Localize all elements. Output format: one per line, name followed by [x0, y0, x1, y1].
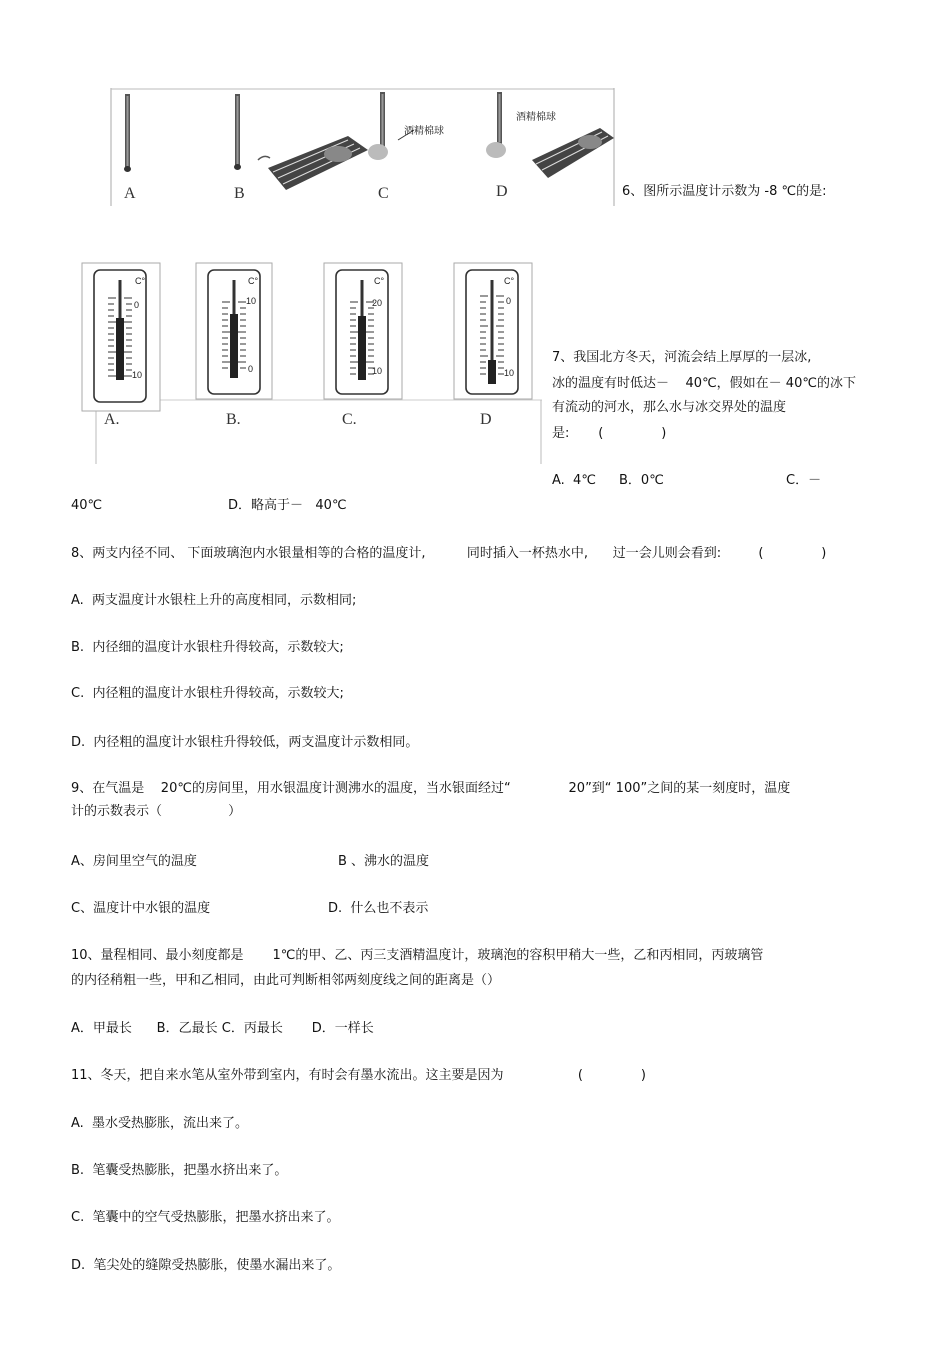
thermometer-panel-a	[82, 263, 160, 411]
q9-option-a: A、房间里空气的温度	[71, 854, 197, 869]
thermometer-a-icon	[124, 94, 131, 172]
q11-option-c: C. 笔囊中的空气受热膨胀，把墨水挤出来了。	[71, 1210, 340, 1225]
q11-stem: 11、冬天，把自来水笔从室外带到室内，有时会有墨水流出。这主要是因为 ( )	[71, 1068, 646, 1083]
q10-stem-line2: 的内径稍粗一些，甲和乙相同，由此可判断相邻两刻度线之间的距离是（）	[71, 973, 501, 988]
thermometer-readings-figure	[80, 262, 542, 464]
question-6: 6、图所示温度计示数为 -8 ℃的是:	[622, 184, 827, 199]
fig1-label-b: B	[234, 185, 245, 202]
q7-option-a: A. 4℃	[552, 473, 596, 488]
q8-option-a: A. 两支温度计水银柱上升的高度相同，示数相同;	[71, 593, 357, 608]
fig1-label-d: D	[496, 183, 508, 200]
q7-option-c-cont: 40℃	[71, 498, 103, 513]
q7-line1: 7、我国北方冬天，河流会结上厚厚的一层冰,	[552, 350, 812, 365]
q10-stem-line1: 10、量程相同、最小刻度都是 1℃的甲、乙、丙三支酒精温度计，玻璃泡的容积甲稍大一些，乙和丙相同，丙玻璃管	[71, 948, 764, 963]
q9-option-b: B 、沸水的温度	[338, 854, 430, 869]
scale-d-top: 0	[506, 296, 512, 306]
scale-c-bottom: 10	[372, 366, 383, 376]
scale-a-bottom: 10	[132, 370, 143, 380]
q7-line3: 有流动的河水，那么水与冰交界处的温度	[552, 400, 787, 415]
thermometer-panel-b	[196, 263, 272, 399]
q7-line2: 冰的温度有时低达－ 40℃，假如在－ 40℃的冰下	[552, 376, 856, 391]
q8-option-d: D. 内径粗的温度计水银柱升得较低，两支温度计示数相同。	[71, 735, 419, 750]
q7-option-c: C．－	[786, 473, 822, 488]
unit-a: C°	[135, 276, 146, 286]
fig1-label-c: C	[378, 185, 389, 202]
scale-b-bottom: 0	[248, 364, 254, 374]
q8-option-c: C. 内径粗的温度计水银柱升得较高，示数较大;	[71, 686, 344, 701]
fig2-label-a: A.	[104, 411, 120, 428]
fig2-label-c: C.	[342, 411, 357, 428]
scale-d-bottom: 10	[504, 368, 515, 378]
unit-b: C°	[248, 276, 259, 286]
fig2-label-b: B.	[226, 411, 241, 428]
q8-stem: 8、两支内径不同、 下面玻璃泡内水银量相等的合格的温度计, 同时插入一杯热水中, 过一会儿则会看到: ( )	[71, 546, 827, 561]
thermometer-b-icon	[234, 94, 241, 170]
q9-stem-line2: 计的示数表示（ ）	[71, 804, 242, 819]
q11-option-d: D. 笔尖处的缝隙受热膨胀，使墨水漏出来了。	[71, 1258, 341, 1273]
fig1-label-a: A	[124, 185, 136, 202]
alcohol-cotton-ball-d-label	[516, 110, 556, 123]
q9-stem-line1: 9、在气温是 20℃的房间里，用水银温度计测沸水的温度，当水银面经过“ 20”到“ 100”之间的某一刻度时，温度	[71, 781, 791, 796]
unit-c: C°	[374, 276, 385, 286]
cotton-label-d: 酒精棉球	[516, 112, 556, 123]
scale-b-top: 10	[246, 296, 257, 306]
scale-a-top: 0	[134, 300, 140, 310]
thermometer-panel-d	[454, 263, 532, 399]
scale-c-top: 20	[372, 298, 383, 308]
unit-d: C°	[504, 276, 515, 286]
q7-line4: 是: ( )	[552, 426, 667, 441]
q7-option-b: B．0℃	[619, 473, 664, 488]
q11-option-a: A. 墨水受热膨胀，流出来了。	[71, 1116, 249, 1131]
q11-option-b: B. 笔囊受热膨胀，把墨水挤出来了。	[71, 1163, 288, 1178]
q8-option-b: B. 内径细的温度计水银柱升得较高，示数较大;	[71, 640, 344, 655]
thermometer-experiment-figure	[108, 88, 616, 206]
fig2-label-d: D	[480, 411, 492, 428]
q7-option-d: D．略高于－ 40℃	[228, 498, 347, 513]
q9-option-c: C、温度计中水银的温度	[71, 901, 211, 916]
q9-option-d: D. 什么也不表示	[328, 901, 429, 916]
cotton-label-c: 酒精棉球	[404, 126, 444, 137]
q10-options: A．甲最长 B．乙最长 C．丙最长 D．一样长	[71, 1021, 374, 1036]
thermometer-panel-c	[324, 263, 402, 399]
